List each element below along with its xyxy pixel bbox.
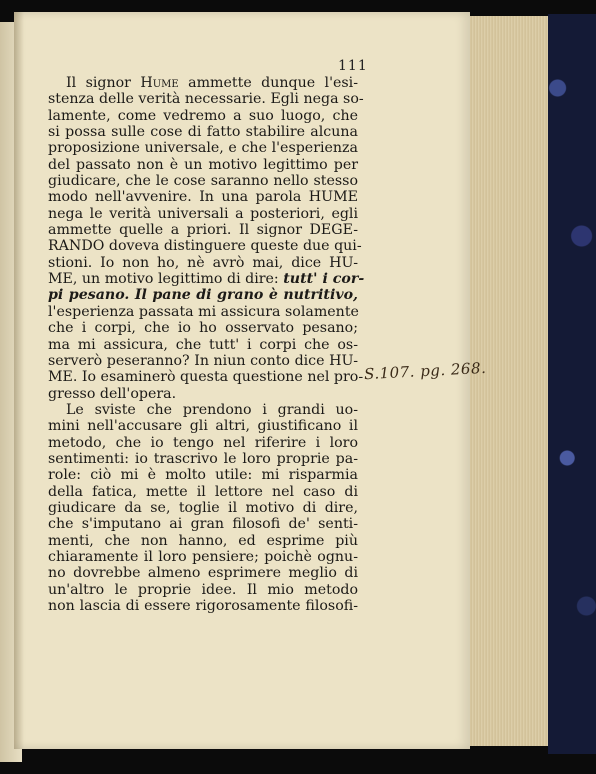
text-line: no dovrebbe almeno esprimere meglio di bbox=[48, 565, 358, 582]
paragraph-1 bbox=[48, 75, 365, 402]
text-line: role: ciò mi è molto utile: mi risparmia bbox=[48, 467, 358, 484]
text-line: mini nell'accusare gli altri, giustificano il bbox=[48, 418, 358, 435]
text-line: ammette quelle a priori. Il signor DEGE- bbox=[48, 222, 358, 239]
marbled-cover bbox=[548, 14, 596, 754]
text-line: serverò peseranno? In niun conto dice HU- bbox=[48, 352, 358, 369]
name-hume: Hume bbox=[140, 75, 179, 91]
text-line: ME, un motivo legittimo di dire: tutt' i cor- bbox=[48, 271, 365, 288]
text-line: menti, che non hanno, ed esprime più bbox=[48, 532, 358, 549]
text-line: non lascia di essere rigorosamente filosofi- bbox=[48, 598, 358, 614]
paragraph-2 bbox=[48, 402, 358, 614]
text-line: Il signor Hume ammette dunque l'esi- bbox=[66, 75, 358, 91]
text-line: lamente, come vedremo a suo luogo, che bbox=[48, 107, 358, 124]
text-line: che s'imputano ai gran filosofi de' senti- bbox=[48, 516, 358, 533]
text-line: ME. Io esaminerò questa questione nel pro- bbox=[48, 369, 364, 386]
text-line: l'esperienza passata mi assicura solamente bbox=[48, 303, 359, 320]
text-line: stenza delle verità necessarie. Egli nega so- bbox=[48, 91, 364, 108]
body-text bbox=[48, 75, 365, 614]
text-line: stioni. Io non ho, nè avrò mai, dice HU- bbox=[48, 254, 358, 271]
text-line: si possa sulle cose di fatto stabilire alcuna bbox=[48, 124, 358, 141]
text-line: giudicare da se, toglie il motivo di dire, bbox=[48, 499, 358, 516]
text-line: proposizione universale, e che l'esperienza bbox=[48, 140, 358, 157]
text-line: chiaramente il loro pensiere; poichè ognu- bbox=[48, 548, 358, 565]
text-line: metodo, che io tengo nel riferire i loro bbox=[48, 434, 358, 451]
text-line: Le sviste che prendono i grandi uo- bbox=[66, 401, 358, 418]
text-line: RANDO doveva distinguere queste due qui- bbox=[48, 238, 362, 255]
text-line: pi pesano. Il pane di grano è nutritivo, bbox=[48, 287, 358, 304]
text-line: giudicare, che le cose saranno nello stesso bbox=[48, 173, 358, 190]
text-line: del passato non è un motivo legittimo per bbox=[48, 156, 358, 173]
text-line: un'altro le proprie idee. Il mio metodo bbox=[48, 581, 358, 598]
text-line: ma mi assicura, che tutt' i corpi che os- bbox=[48, 336, 358, 353]
page-number: 111 bbox=[338, 58, 368, 74]
text-line: gresso dell'opera. bbox=[48, 385, 177, 402]
handwritten-margin-note: S.107. pg. 268. bbox=[363, 358, 487, 384]
page-gutter bbox=[14, 12, 24, 749]
text-line: nega le verità universali a posteriori, egli bbox=[48, 205, 358, 222]
text-line: che i corpi, che io ho osservato pesano; bbox=[48, 320, 358, 337]
text-line: modo nell'avvenire. In una parola HUME bbox=[48, 189, 358, 206]
text-line: sentimenti: io trascrivo le loro proprie pa- bbox=[48, 450, 358, 467]
text-line: della fatica, mette il lettore nel caso di bbox=[48, 483, 358, 500]
